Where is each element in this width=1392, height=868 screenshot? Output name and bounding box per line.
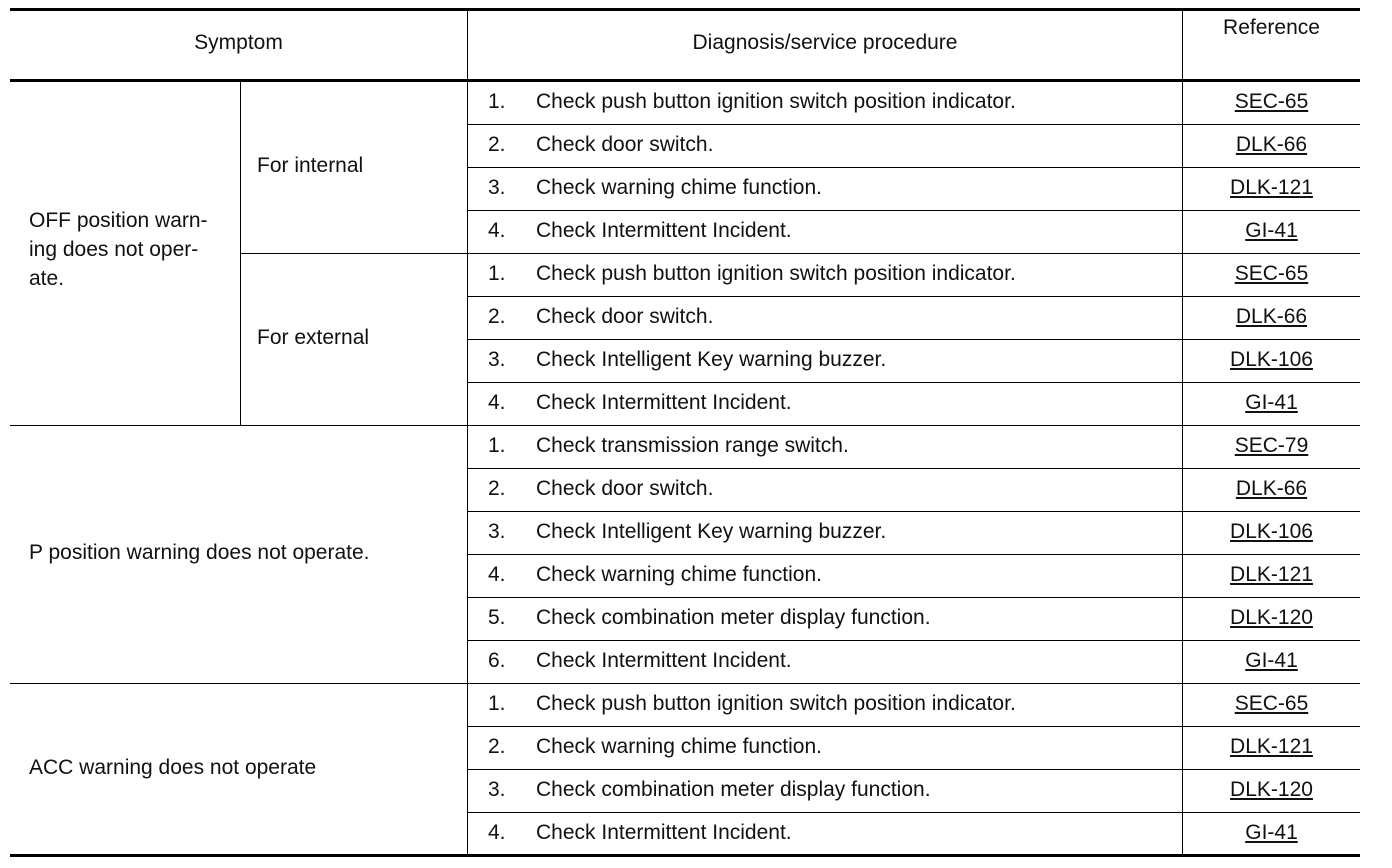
subgroup-separator	[240, 253, 1360, 254]
column-divider	[467, 684, 468, 856]
step-number: 5.	[488, 606, 506, 629]
row-separator	[467, 726, 1360, 727]
group-separator	[10, 425, 1360, 426]
row-separator	[467, 812, 1360, 813]
reference-link[interactable]: DLK-121	[1230, 735, 1313, 758]
step-text: Check combination meter display function.	[536, 606, 931, 629]
step-text: Check door switch.	[536, 133, 714, 156]
step-text: Check Intermittent Incident.	[536, 391, 792, 414]
symptom-acc: ACC warning does not operate	[29, 756, 317, 779]
reference-link[interactable]: DLK-66	[1235, 305, 1308, 328]
step-number: 1.	[488, 90, 506, 113]
reference-link[interactable]: DLK-106	[1230, 348, 1313, 371]
step-number: 4.	[488, 391, 506, 414]
step-text: Check push button ignition switch position indicator.	[536, 692, 1016, 715]
subgroup-label-internal: For internal	[257, 154, 364, 177]
reference-link[interactable]: DLK-121	[1230, 563, 1313, 586]
step-text: Check warning chime function.	[536, 176, 822, 199]
step-text: Check Intermittent Incident.	[536, 649, 792, 672]
step-text: Check push button ignition switch position indicator.	[536, 262, 1016, 285]
reference-link[interactable]: GI-41	[1245, 391, 1298, 414]
step-text: Check transmission range switch.	[536, 434, 849, 457]
reference-link[interactable]: GI-41	[1245, 219, 1298, 242]
step-number: 4.	[488, 821, 506, 844]
subgroup-divider	[240, 82, 241, 254]
column-divider	[467, 82, 468, 426]
step-text: Check Intelligent Key warning buzzer.	[536, 520, 887, 543]
row-separator	[467, 468, 1360, 469]
reference-link[interactable]: SEC-79	[1234, 434, 1309, 457]
reference-link[interactable]: DLK-121	[1230, 176, 1313, 199]
step-number: 2.	[488, 477, 506, 500]
symptom-p-position: P position warning does not operate.	[29, 541, 370, 564]
step-text: Check Intermittent Incident.	[536, 821, 792, 844]
step-number: 1.	[488, 692, 506, 715]
step-text: Check push button ignition switch position indicator.	[536, 90, 1016, 113]
column-divider	[1182, 684, 1183, 856]
step-text: Check Intermittent Incident.	[536, 219, 792, 242]
row-separator	[467, 339, 1360, 340]
row-separator	[467, 382, 1360, 383]
row-separator	[467, 210, 1360, 211]
row-separator	[467, 296, 1360, 297]
row-separator	[467, 124, 1360, 125]
row-separator	[467, 167, 1360, 168]
header-bottom-rule	[10, 79, 1360, 82]
reference-link[interactable]: DLK-66	[1235, 477, 1308, 500]
symptom-off-position: OFF position warn- ing does not oper- ate.	[29, 209, 208, 290]
reference-link[interactable]: SEC-65	[1234, 262, 1309, 285]
row-separator	[467, 597, 1360, 598]
reference-link[interactable]: GI-41	[1245, 821, 1298, 844]
step-number: 1.	[488, 262, 506, 285]
reference-link[interactable]: DLK-106	[1230, 520, 1313, 543]
reference-link[interactable]: GI-41	[1245, 649, 1298, 672]
header-reference: Reference	[1223, 16, 1320, 39]
step-text: Check door switch.	[536, 477, 714, 500]
row-separator	[467, 769, 1360, 770]
step-text: Check combination meter display function.	[536, 778, 931, 801]
step-text: Check warning chime function.	[536, 563, 822, 586]
step-number: 4.	[488, 563, 506, 586]
reference-link[interactable]: DLK-120	[1230, 606, 1313, 629]
step-number: 4.	[488, 219, 506, 242]
reference-link[interactable]: SEC-65	[1234, 692, 1309, 715]
step-number: 6.	[488, 649, 506, 672]
subgroup-divider	[240, 254, 241, 426]
column-divider	[467, 426, 468, 684]
column-divider	[1182, 82, 1183, 426]
reference-link[interactable]: SEC-65	[1234, 90, 1309, 113]
header-procedure: Diagnosis/service procedure	[692, 31, 958, 54]
step-text: Check warning chime function.	[536, 735, 822, 758]
step-number: 3.	[488, 520, 506, 543]
step-number: 1.	[488, 434, 506, 457]
step-number: 3.	[488, 778, 506, 801]
step-text: Check door switch.	[536, 305, 714, 328]
group-separator	[10, 683, 1360, 684]
step-number: 3.	[488, 348, 506, 371]
column-divider	[1182, 426, 1183, 684]
step-number: 3.	[488, 176, 506, 199]
step-number: 2.	[488, 735, 506, 758]
reference-link[interactable]: DLK-120	[1230, 778, 1313, 801]
row-separator	[467, 554, 1360, 555]
table-top-rule	[10, 8, 1360, 11]
header-symptom: Symptom	[194, 31, 283, 54]
reference-link[interactable]: DLK-66	[1235, 133, 1308, 156]
step-text: Check Intelligent Key warning buzzer.	[536, 348, 887, 371]
row-separator	[467, 511, 1360, 512]
step-number: 2.	[488, 133, 506, 156]
subgroup-label-external: For external	[257, 326, 370, 349]
step-number: 2.	[488, 305, 506, 328]
table-bottom-rule	[10, 854, 1360, 857]
row-separator	[467, 640, 1360, 641]
